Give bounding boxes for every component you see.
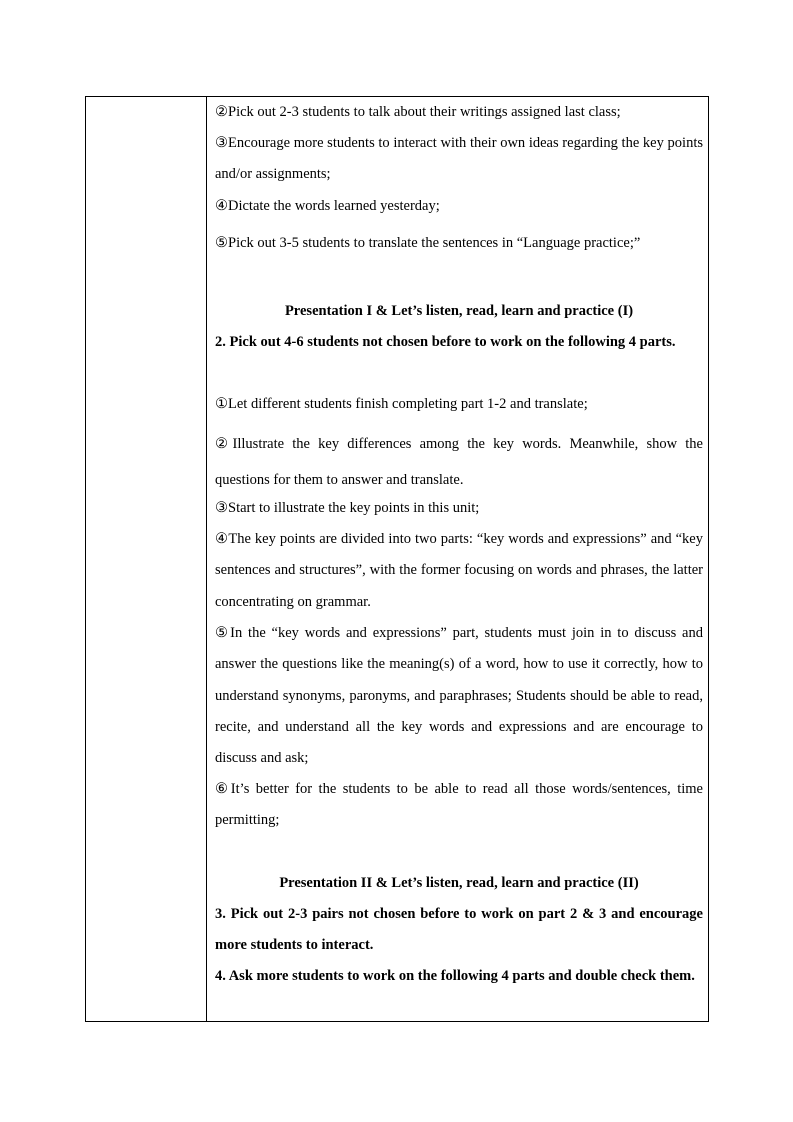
- presentation-1-item-6: ⑥It’s better for the students to be able to read all those words/sentences, time permitting;: [215, 781, 703, 829]
- lesson-plan-table: [85, 96, 709, 1022]
- presentation-1-item-2: ②Illustrate the key differences among the key words. Meanwhile, show the questions for them to answer and translate.: [215, 436, 703, 488]
- content-cell: [207, 97, 708, 1021]
- presentation-1-item-1: ①Let different students finish completing part 1-2 and translate;: [215, 396, 588, 412]
- warmup-item-5: ⑤Pick out 3-5 students to translate the sentences in “Language practice;”: [215, 235, 641, 251]
- presentation-2-step-4: 4. Ask more students to work on the following 4 parts and double check them.: [215, 968, 695, 984]
- warmup-item-4: ④Dictate the words learned yesterday;: [215, 198, 440, 214]
- presentation-1-item-5: ⑤In the “key words and expressions” part, students must join in to discuss and answer the questions like the meaning(s) of a word, how to use it correctly, how to understand synonyms, paronyms, and paraphrases; Students should be able to read, recite, and understand all the key words and expressions and are encourage to discuss and ask;: [215, 625, 703, 767]
- presentation-1-step: 2. Pick out 4-6 students not chosen before to work on the following 4 parts.: [215, 334, 676, 350]
- presentation-2-heading: Presentation II & Let’s listen, read, learn and practice (II): [279, 875, 639, 891]
- left-label-cell: [86, 97, 207, 1021]
- presentation-1-item-4: ④The key points are divided into two parts: “key words and expressions” and “key sentences and structures”, with the former focusing on words and phrases, the latter concentrating on grammar.: [215, 531, 703, 610]
- presentation-1-heading: Presentation I & Let’s listen, read, learn and practice (I): [284, 303, 634, 319]
- presentation-2-step-3: 3. Pick out 2-3 pairs not chosen before to work on part 2 & 3 and encourage more students to interact.: [215, 906, 703, 954]
- warmup-item-2: ②Pick out 2-3 students to talk about their writings assigned last class;: [215, 104, 621, 120]
- warmup-item-3: ③Encourage more students to interact with their own ideas regarding the key points and/or assignments;: [215, 135, 703, 183]
- presentation-1-item-3: ③Start to illustrate the key points in this unit;: [215, 500, 480, 516]
